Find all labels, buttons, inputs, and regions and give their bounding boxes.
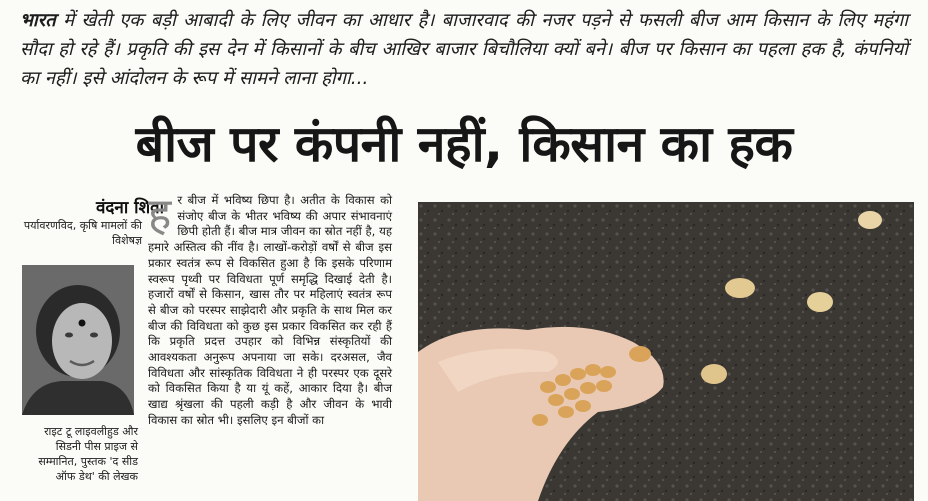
author-name: वंदना शिवा	[95, 198, 164, 218]
intro-lead: भारत	[20, 10, 56, 31]
article-body	[148, 189, 392, 429]
dropcap: ह	[148, 189, 172, 240]
headline: बीज पर कंपनी नहीं, किसान का हक	[135, 115, 793, 173]
seed-photo-illustration	[418, 202, 914, 501]
article-text: र बीज में भविष्य छिपा है। अतीत के विकास को संजोए बीज के भीतर भविष्य की अपार संभावनाएं छिपी होती हैं। बीज मात्र जीवन का स्रोत नहीं है, यह हमारे अस्तित्व की नींव है। लाखों-करोड़ों वर्षों से बीज इस प्रकार स्वतंत्र रूप से विकसित हुआ है कि इसके परिणाम स्वरूप पृथ्वी पर विविधता पूर्ण समृद्धि दिखाई देती है। हजारों वर्षों से किसान, खास तौर पर महिलाएं स्वतंत्र रूप से बीज को परस्पर साझेदारी और प्रकृति के साथ मिल कर बीज की विविधता को कुछ इस प्रकार विकसित कर रही हैं कि प्रकृति प्रदत्त उपहार को विभिन्न संस्कृतियों की आवश्यकता अनुरूप अपनाया जा सके। दरअसल, जैव विविधता और सांस्कृतिक विविधता ने ही परस्पर एक दूसरे को विकसित किया है या यूं कहें, आकार दिया है। बीज खाद्य श्रृंखला की पहली कड़ी है और जीवन के भावी विकास का स्रोत भी। इसलिए इन बीजों का	[148, 193, 392, 427]
author-caption: राइट टू लाइवलीहुड और सिडनी पीस प्राइज से सम्मानित, पुस्तक 'द सीड ऑफ डेथ' की लेखक	[38, 425, 138, 483]
author-role: पर्यावरणविद, कृषि मामलों की विशेषज्ञ	[23, 219, 142, 247]
intro-text: में खेती एक बड़ी आबादी के लिए जीवन का आधार है। बाजारवाद की नजर पड़ने से फसली बीज आम किसान के लिए महंगा सौदा हो रहे हैं। प्रकृति की इस देन में किसानों के बीच आखिर बाजार बिचौलिया क्यों बने। बीज पर किसान का पहला हक है, कंपनियों का नहीं। इसे आंदोलन के रूप में सामने लाना होगा...	[20, 10, 908, 89]
seed-photo	[418, 202, 914, 501]
author-portrait	[22, 265, 134, 415]
intro-paragraph	[20, 6, 908, 93]
portrait-illustration	[22, 265, 134, 415]
